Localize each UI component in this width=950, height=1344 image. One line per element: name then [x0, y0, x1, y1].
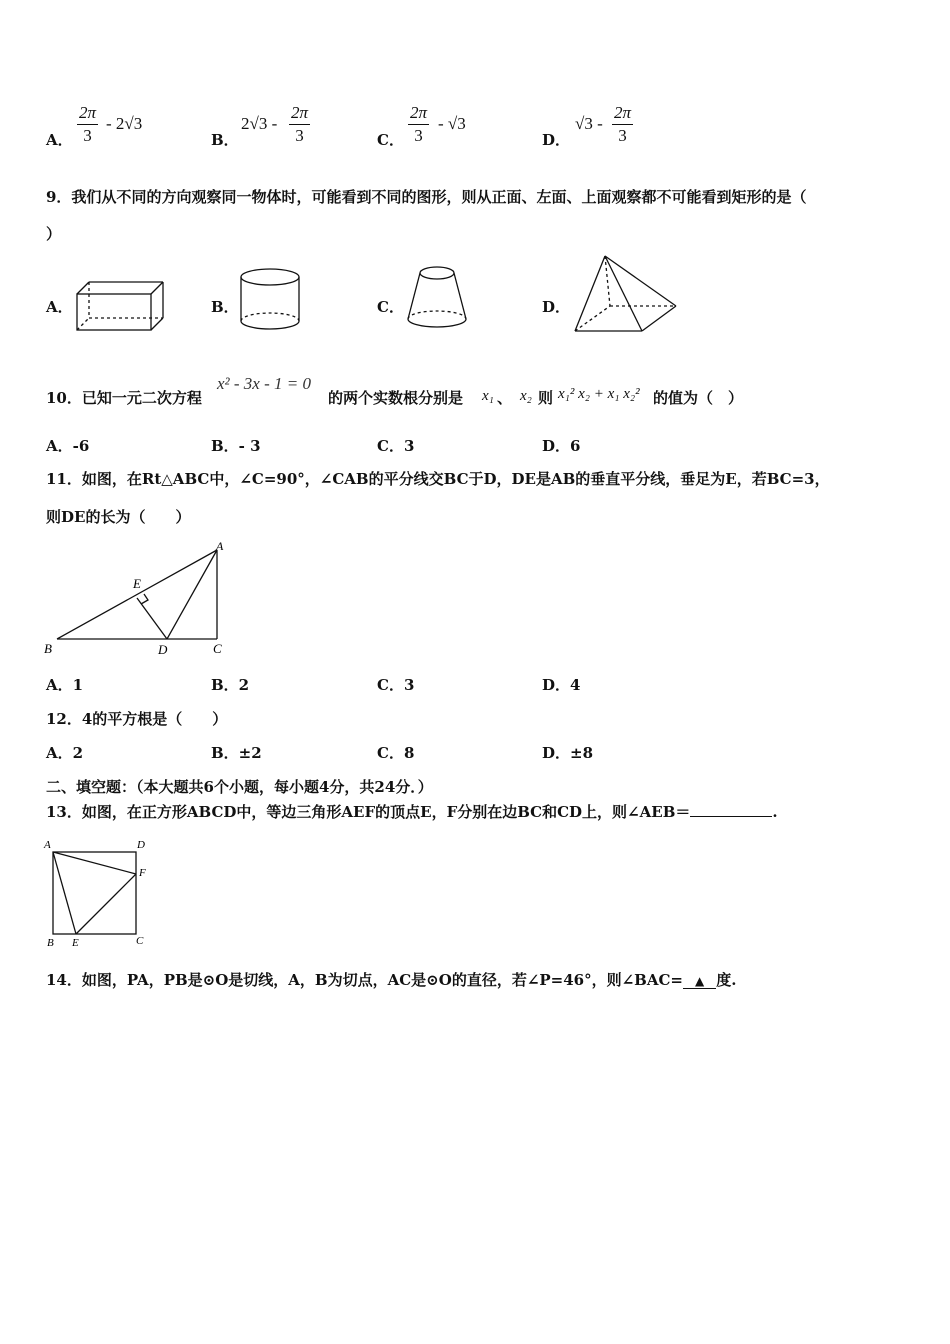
q11-option-c: C．3 [377, 676, 415, 694]
q10-prefix: 10．已知一元二次方程 [46, 389, 202, 407]
q10-x1: x₁ [482, 388, 494, 404]
q8-b-pre: 2√3 - [241, 114, 278, 133]
q13-question [46, 801, 778, 822]
q10-sep: 、 [497, 389, 513, 407]
q10-x2: x₂ [520, 388, 532, 404]
q11-label-d: D [158, 642, 168, 657]
q11-triangle-figure [40, 536, 240, 662]
q14-question [46, 969, 736, 990]
q8-d-fraction [612, 102, 633, 147]
q14-answer-blank[interactable]: ▲ [683, 974, 716, 989]
q8-c-rest: - √3 [438, 114, 466, 133]
q10-then: 则 [538, 389, 554, 407]
q10-option-a: A．-6 [46, 437, 90, 455]
q8-c-num: 2π [408, 102, 429, 125]
q12-option-c: C．8 [377, 744, 415, 762]
q13-answer-blank[interactable] [690, 802, 772, 817]
q8-c-fraction [408, 102, 429, 147]
q9-question-end: ） [46, 225, 62, 243]
q11-option-d: D．4 [542, 676, 581, 694]
q10-equation: x² - 3x - 1 = 0 [217, 374, 311, 393]
q9-option-a-label: A． [46, 298, 73, 316]
q11-question-end: 则DE的长为（ ） [46, 508, 191, 526]
q10-option-d: D．6 [542, 437, 581, 455]
cylinder-icon [236, 266, 306, 334]
section-2-title: 二、填空题：（本大题共6个小题，每小题4分，共24分．） [46, 778, 433, 796]
q8-option-c-label: C． [377, 131, 404, 149]
q8-c-den: 3 [414, 126, 423, 145]
q13-label-c: C [136, 935, 144, 947]
q13-text: 13．如图，在正方形ABCD中，等边三角形AEF的顶点E，F分别在边BC和CD上，则∠AEB＝ [46, 803, 691, 821]
q8-option-d-label: D． [542, 131, 571, 149]
q10-mid: 的两个实数根分别是 [328, 389, 464, 407]
q14-text: 14．如图，PA，PB是⊙O是切线，A，B为切点，AC是⊙O的直径，若∠P=46°，则∠BAC= [46, 971, 684, 989]
q11-option-b: B．2 [211, 676, 250, 694]
q9-option-d-label: D． [542, 298, 571, 316]
q8-a-num: 2π [77, 102, 98, 125]
q8-option-a-label: A． [46, 131, 73, 149]
q8-d-den: 3 [618, 126, 627, 145]
q8-d-num: 2π [612, 102, 633, 125]
q9-option-c-label: C． [377, 298, 404, 316]
q8-d-pre: √3 - [575, 114, 603, 133]
q8-b-den: 3 [295, 126, 304, 145]
q8-a-fraction [77, 102, 98, 147]
q13-label-b: B [47, 937, 54, 949]
q11-label-a: A [216, 539, 224, 553]
pyramid-icon [570, 252, 682, 336]
q10-option-c: C．3 [377, 437, 415, 455]
q13-end: . [772, 803, 778, 821]
q8-a-rest: - 2√3 [106, 114, 143, 133]
q8-a-den: 3 [83, 126, 92, 145]
q13-label-e: E [72, 937, 79, 949]
q14-end: 度. [716, 971, 737, 989]
q13-label-d: D [137, 839, 145, 851]
q10-expression: x₁² x₂ + x₁ x₂² [558, 386, 640, 402]
q11-label-e: E [133, 576, 141, 591]
q9-option-b-label: B． [211, 298, 239, 316]
q11-option-a: A．1 [46, 676, 84, 694]
q12-option-a: A．2 [46, 744, 84, 762]
frustum-icon [402, 262, 474, 334]
q10-suffix: 的值为（ ） [653, 389, 744, 407]
q11-question: 11．如图，在Rt△ABC中，∠C=90°，∠CAB的平分线交BC于D，DE是AB的垂直平分线，垂足为E，若BC=3， [46, 470, 830, 488]
q12-question: 12．4的平方根是（ ） [46, 710, 228, 728]
q13-square-figure [40, 836, 160, 952]
q13-label-f: F [139, 867, 146, 879]
cuboid-icon [72, 278, 167, 336]
q10-option-b: B．- 3 [211, 437, 261, 455]
q13-label-a: A [44, 839, 51, 851]
q8-option-b-label: B． [211, 131, 239, 149]
q12-option-d: D．±8 [542, 744, 594, 762]
q9-question: 9．我们从不同的方向观察同一物体时，可能看到不同的图形，则从正面、左面、上面观察都不可能看到矩形的是（ [46, 188, 807, 206]
q8-b-num: 2π [289, 102, 310, 125]
q8-b-fraction [289, 102, 310, 147]
q11-label-c: C [213, 641, 222, 656]
q12-option-b: B．±2 [211, 744, 262, 762]
q11-label-b: B [44, 641, 52, 656]
